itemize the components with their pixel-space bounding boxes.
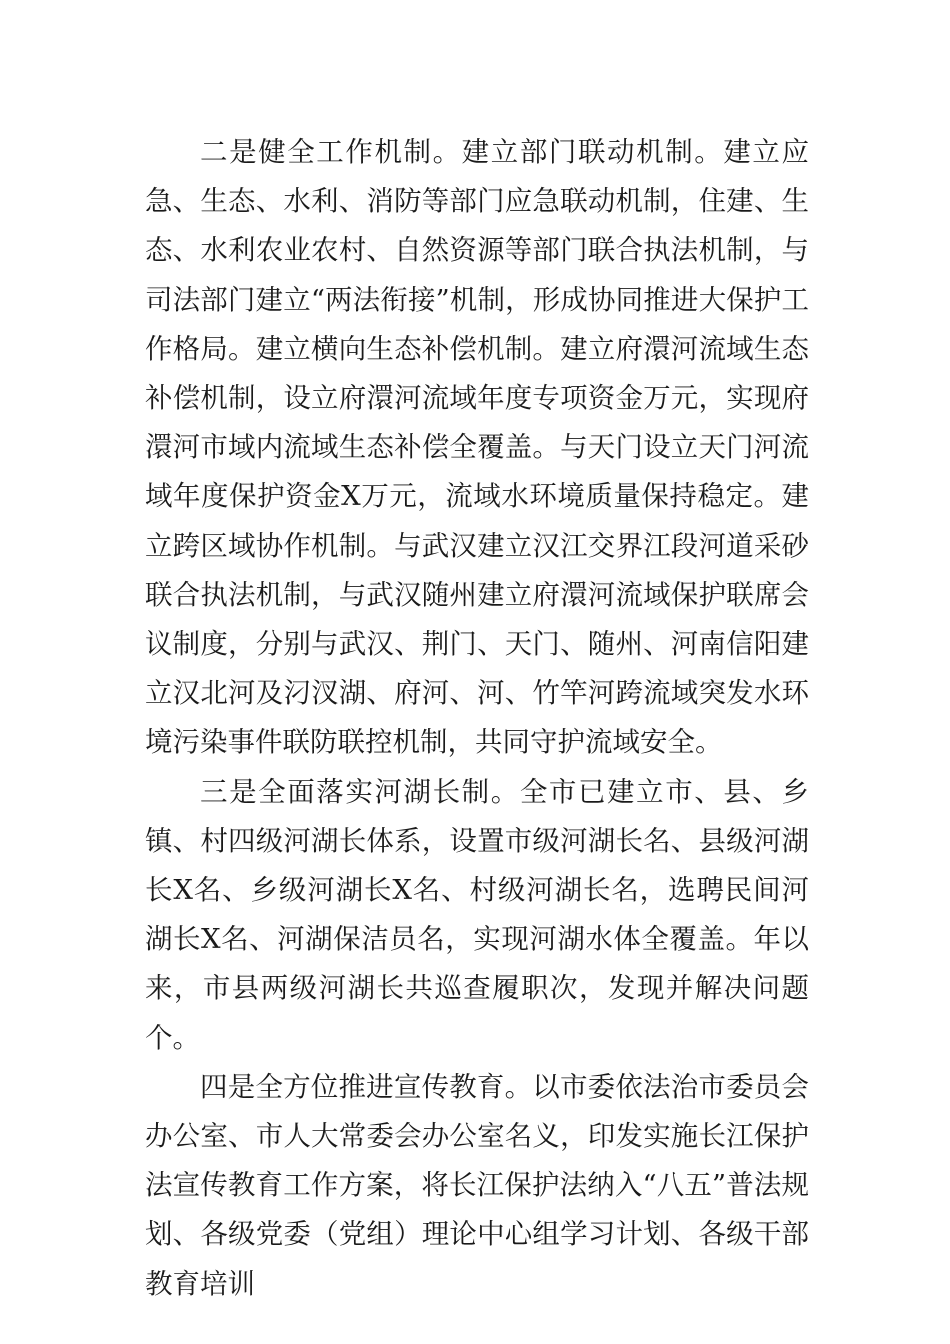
paragraph-work-mechanism: 二是健全工作机制。建立部门联动机制。建立应急、生态、水利、消防等部门应急联动机制，住建、生态、水利农业农村、自然资源等部门联合执法机制，与司法部门建立“两法衔接”机制，形成协同推进大保护工作格局。建立横向生态补偿机制。建立府澴河流域生态补偿机制，设立府澴河流域年度专项资金万元，实现府澴河市域内流域生态补偿全覆盖。与天门设立天门河流域年度保护资金X万元，流域水环境质量保持稳定。建立跨区域协作机制。与武汉建立汉江交界江段河道采砂联合执法机制，与武汉随州建立府澴河流域保护联席会议制度，分别与武汉、荆门、天门、随州、河南信阳建立汉北河及汈汊湖、府河、河、竹竿河跨流域突发水环境污染事件联防联控机制，共同守护流域安全。 bbox=[145, 136, 809, 759]
document-body bbox=[145, 128, 809, 1309]
paragraph-publicity-education: 四是全方位推进宣传教育。以市委依法治市委员会办公室、市人大常委会办公室名义，印发实施长江保护法宣传教育工作方案，将长江保护法纳入“八五”普法规划、各级党委（党组）理论中心组学习计划、各级干部教育培训 bbox=[145, 1070, 809, 1300]
paragraph-river-lake-chief: 三是全面落实河湖长制。全市已建立市、县、乡镇、村四级河湖长体系，设置市级河湖长名、县级河湖长X名、乡级河湖长X名、村级河湖长名，选聘民间河湖长X名、河湖保洁员名，实现河湖水体全覆盖。年以来，市县两级河湖长共巡查履职次，发现并解决问题个。 bbox=[145, 775, 809, 1054]
